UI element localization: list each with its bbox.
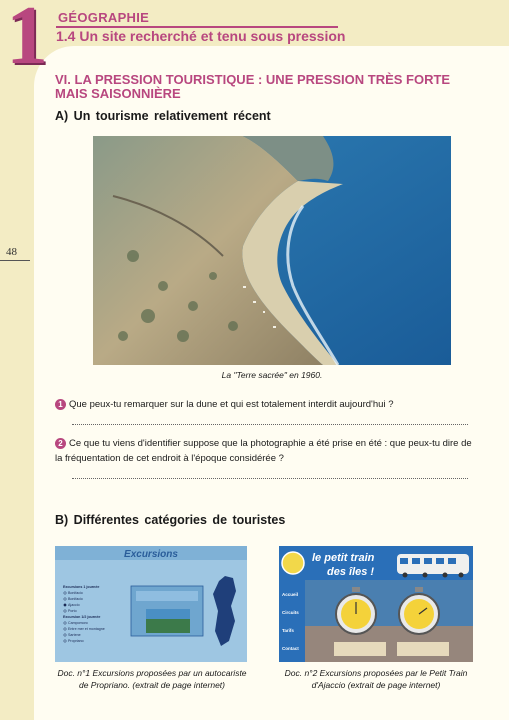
subsection-a-title: A) Un tourisme relativement récent [55,109,271,123]
aerial-photo [93,136,451,365]
doc2-menu-item: Accueil [282,592,299,597]
chapter-number: 1 [6,0,48,82]
question-text: Que peux-tu remarquer sur la dune et qui est totalement interdit aujourd'hui ? [69,399,394,410]
page-margin-band [0,0,34,720]
petit-train-webpage-image [279,546,473,662]
question-number-badge: 2 [55,438,66,449]
doc1-caption: Doc. n°1 Excursions proposées par un autocariste de Propriano. (extrait de page internet) [57,668,247,690]
doc2-menu-item: Circuits [282,610,299,615]
answer-line-1 [72,424,468,425]
excursions-webpage-image [55,546,247,662]
page-number: 48 [6,246,17,258]
doc1-list-item: Ajaccio [68,603,80,607]
photo-caption: La "Terre sacrée" en 1960. [221,370,323,380]
question-2 [55,436,475,466]
section-title: VI. LA PRESSION TOURISTIQUE : UNE PRESSION TRÈS FORTE MAIS SAISONNIÈRE [55,72,451,101]
header-title: 1.4 Un site recherché et tenu sous pression [56,28,346,44]
question-number-badge: 1 [55,399,66,410]
doc1-list-item: Propriano [68,639,84,643]
doc1-list-item: Sartene [68,633,81,637]
question-text: Ce que tu viens d'identifier suppose que la photographie a été prise en été : que peux-tu dire de la fréquentation de cet endroit à l'époque considérée ? [55,438,472,464]
doc1-list-item: Campomoro [68,621,88,625]
doc1-list-item: Excursion 1/2 journée [63,615,101,619]
doc1-banner: Excursions [124,549,178,560]
doc1-list-item: Porto [68,609,77,613]
doc1-list-item: Bonifacio [68,597,83,601]
page-number-rule [0,260,30,261]
doc2-menu-item: Tarifs [282,628,294,633]
answer-line-2 [72,478,468,479]
doc2-banner-line2: des îles ! [327,566,375,578]
doc2-banner-line1: le petit train [312,552,375,564]
doc1-list-item: Bonifacio [68,591,83,595]
question-1 [55,397,475,412]
doc2-caption: Doc. n°2 Excursions proposées par le Petit Train d'Ajaccio (extrait de page internet) [284,668,468,690]
doc1-list-item: Excursions 1 journée [63,585,100,589]
header-subject: GÉOGRAPHIE [58,10,150,25]
subsection-b-title: B) Différentes catégories de touristes [55,513,286,527]
doc2-menu-item: Contact [282,646,299,651]
doc1-list-item: Entre mer et montagne [68,627,105,631]
